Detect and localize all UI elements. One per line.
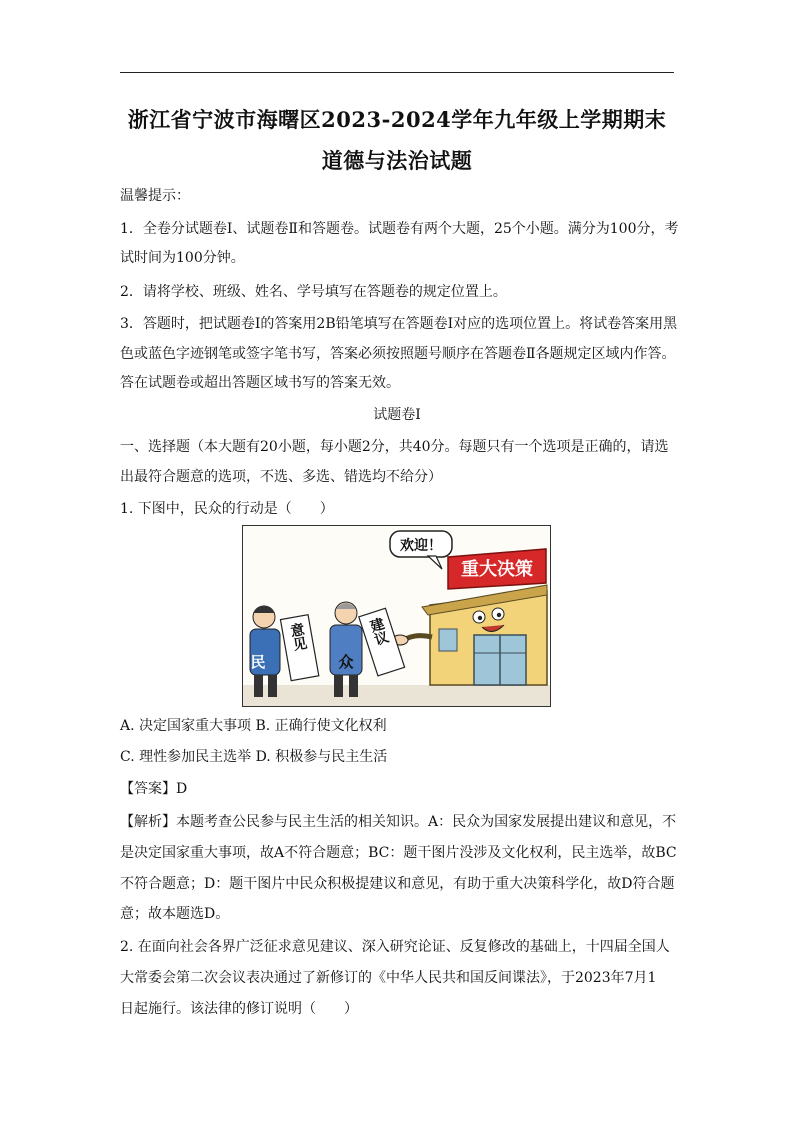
shirt-left-text: 民 (250, 653, 266, 671)
question-1-stem: 1. 下图中，民众的行动是（ ） (120, 501, 334, 517)
notice-heading: 温馨提示： (120, 188, 190, 204)
question-1-answer: 【答案】D (120, 781, 188, 797)
analysis-line: 不符合题意；D：题干图片中民众积极提建议和意见，有助于重大决策科学化，故D符合题 (120, 876, 675, 892)
paper-left-text: 意见 (287, 621, 309, 653)
question-1-cartoon (242, 525, 551, 707)
analysis-line: 意；故本题选D。 (120, 906, 230, 922)
volume-title: 试题卷Ⅰ (373, 407, 421, 423)
notice-line: 3．答题时，把试题卷Ⅰ的答案用2B铅笔填写在答题卷Ⅰ对应的选项位置上。将试卷答案用黑 (120, 316, 678, 332)
paper-right-text: 建议 (366, 615, 391, 648)
header-rule (120, 72, 674, 73)
question-2-line: 日起施行。该法律的修订说明（ ） (120, 1001, 358, 1017)
page-title: 浙江省宁波市海曙区2023-2024学年九年级上学期期末 (127, 107, 667, 132)
section-intro: 一、选择题（本大题有20小题，每小题2分，共40分。每题只有一个选项是正确的，请选 (120, 439, 669, 455)
page-subtitle: 道德与法治试题 (321, 148, 473, 173)
notice-line: 试时间为100分钟。 (120, 250, 245, 266)
shirt-right-text: 众 (338, 653, 354, 671)
question-1-options: C. 理性参加民主选举 D. 积极参与民主生活 (120, 749, 388, 765)
question-2-line: 2. 在面向社会各界广泛征求意见建议、深入研究论证、反复修改的基础上，十四届全国人 (120, 939, 670, 955)
analysis-line: 【解析】本题考查公民参与民主生活的相关知识。A：民众为国家发展提出建议和意见，不 (120, 814, 677, 830)
analysis-line: 是决定国家重大事项，故A不符合题意；BC：题干图片没涉及文化权利，民主选举，故BC (120, 845, 677, 861)
notice-line: 2．请将学校、班级、姓名、学号填写在答题卷的规定位置上。 (120, 284, 507, 300)
notice-line: 答在试题卷或超出答题区域书写的答案无效。 (120, 375, 400, 391)
question-2-line: 大常委会第二次会议表决通过了新修订的《中华人民共和国反间谍法》，于2023年7月1 (120, 970, 657, 986)
building-sign-text: 重大决策 (461, 559, 533, 580)
question-1-options: A. 决定国家重大事项 B. 正确行使文化权利 (120, 718, 387, 734)
notice-line: 色或蓝色字迹钢笔或签字笔书写，答案必须按照题号顺序在答题卷Ⅱ各题规定区域内作答。 (120, 346, 676, 362)
notice-line: 1．全卷分试题卷Ⅰ、试题卷Ⅱ和答题卷。试题卷有两个大题，25个小题。满分为100分，考 (120, 221, 679, 237)
section-intro: 出最符合题意的选项，不选、多选、错选均不给分） (120, 469, 442, 485)
speech-bubble-text: 欢迎！ (400, 538, 442, 554)
